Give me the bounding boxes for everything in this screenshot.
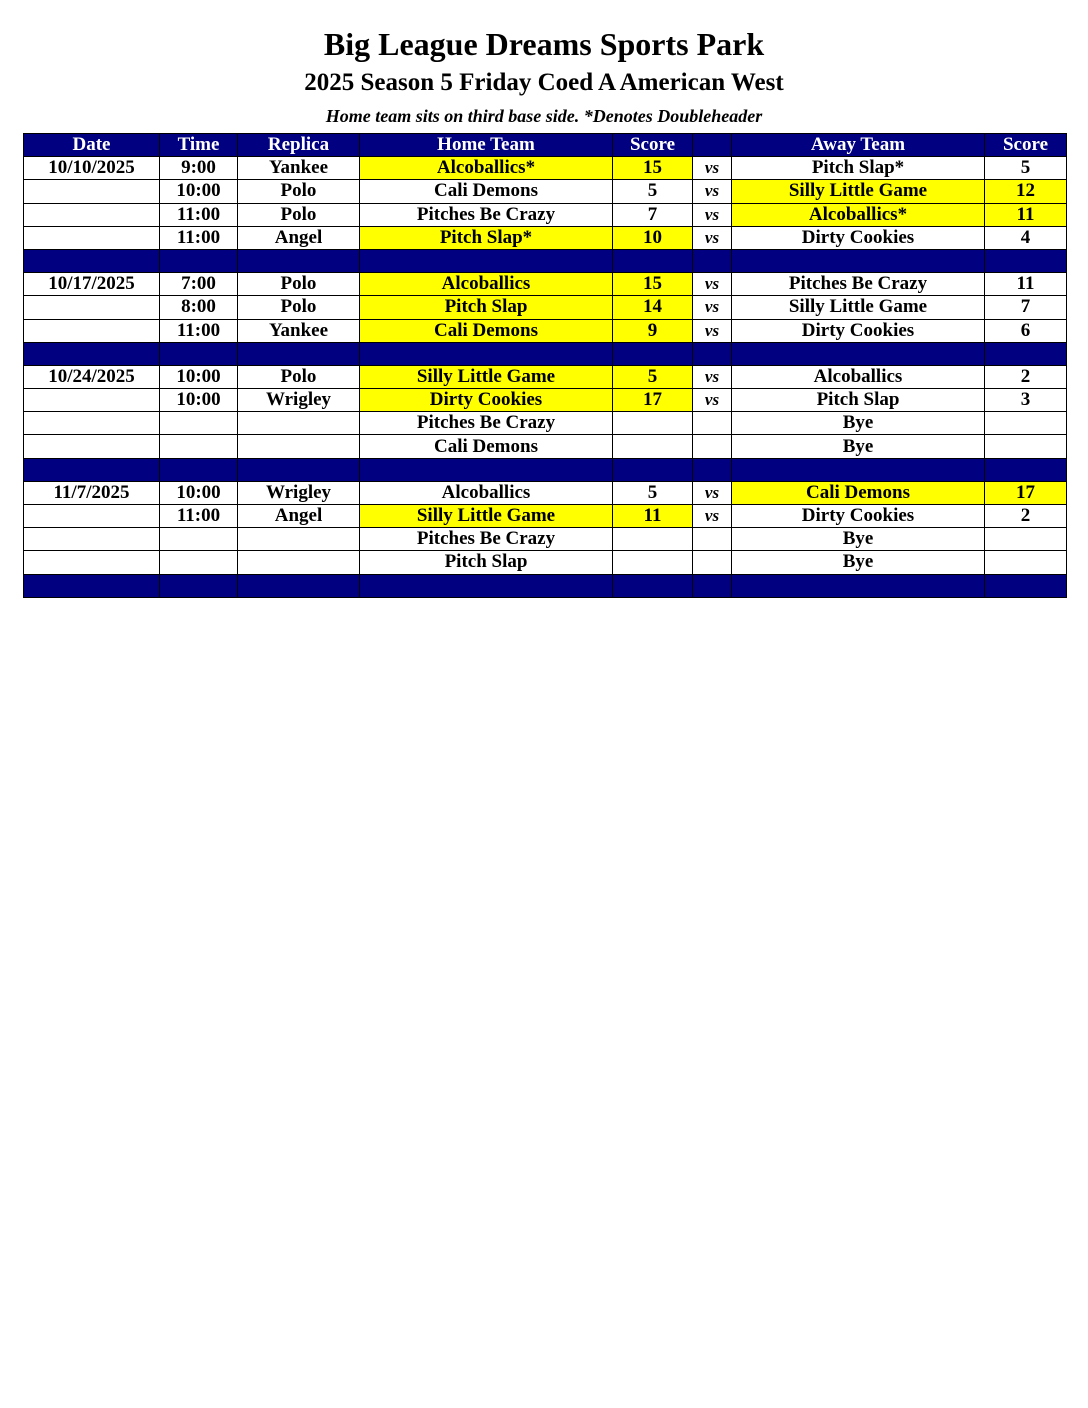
home-score-cell: 5 xyxy=(613,365,693,388)
separator-cell xyxy=(985,458,1067,481)
date-cell xyxy=(24,296,160,319)
separator-cell xyxy=(160,249,238,272)
replica-cell: Angel xyxy=(238,226,360,249)
date-cell xyxy=(24,528,160,551)
away-score-cell: 7 xyxy=(985,296,1067,319)
away-team-cell: Bye xyxy=(732,551,985,574)
vs-cell xyxy=(693,528,732,551)
date-cell xyxy=(24,505,160,528)
separator-cell xyxy=(160,574,238,597)
home-team-cell: Alcoballics xyxy=(360,273,613,296)
separator-cell xyxy=(985,574,1067,597)
replica-cell xyxy=(238,528,360,551)
time-cell xyxy=(160,412,238,435)
away-team-cell: Dirty Cookies xyxy=(732,319,985,342)
game-row xyxy=(24,296,1067,319)
vs-cell: vs xyxy=(693,319,732,342)
date-cell xyxy=(24,389,160,412)
time-cell xyxy=(160,435,238,458)
header-date: Date xyxy=(24,134,160,157)
away-team-cell: Dirty Cookies xyxy=(732,505,985,528)
separator-cell xyxy=(160,458,238,481)
separator-cell xyxy=(985,342,1067,365)
replica-cell xyxy=(238,551,360,574)
time-cell: 10:00 xyxy=(160,365,238,388)
home-score-cell: 9 xyxy=(613,319,693,342)
header-replica: Replica xyxy=(238,134,360,157)
time-cell: 9:00 xyxy=(160,157,238,180)
time-cell: 10:00 xyxy=(160,481,238,504)
home-score-cell: 15 xyxy=(613,273,693,296)
separator-cell xyxy=(693,249,732,272)
bye-row xyxy=(24,528,1067,551)
home-score-cell xyxy=(613,435,693,458)
away-team-cell: Silly Little Game xyxy=(732,180,985,203)
separator-cell xyxy=(613,574,693,597)
separator-row xyxy=(24,458,1067,481)
time-cell: 8:00 xyxy=(160,296,238,319)
away-team-cell: Pitch Slap* xyxy=(732,157,985,180)
home-score-cell: 5 xyxy=(613,481,693,504)
time-cell xyxy=(160,528,238,551)
header-home-team: Home Team xyxy=(360,134,613,157)
separator-cell xyxy=(732,458,985,481)
schedule-body xyxy=(24,157,1067,598)
separator-row xyxy=(24,574,1067,597)
time-cell: 10:00 xyxy=(160,180,238,203)
vs-cell: vs xyxy=(693,296,732,319)
page-subtitle: 2025 Season 5 Friday Coed A American West xyxy=(304,69,784,96)
replica-cell xyxy=(238,435,360,458)
home-team-cell: Alcoballics xyxy=(360,481,613,504)
header-vs xyxy=(693,134,732,157)
vs-cell: vs xyxy=(693,365,732,388)
replica-cell: Polo xyxy=(238,296,360,319)
game-row xyxy=(24,365,1067,388)
schedule-note: Home team sits on third base side. *Denotes Doubleheader xyxy=(325,106,763,126)
date-cell xyxy=(24,180,160,203)
away-score-cell: 17 xyxy=(985,481,1067,504)
separator-cell xyxy=(613,249,693,272)
game-row xyxy=(24,389,1067,412)
game-row xyxy=(24,481,1067,504)
date-cell xyxy=(24,226,160,249)
home-team-cell: Pitch Slap xyxy=(360,296,613,319)
separator-row xyxy=(24,249,1067,272)
separator-cell xyxy=(24,574,160,597)
away-team-cell: Alcoballics* xyxy=(732,203,985,226)
away-score-cell: 11 xyxy=(985,273,1067,296)
away-score-cell: 12 xyxy=(985,180,1067,203)
separator-cell xyxy=(732,249,985,272)
vs-cell xyxy=(693,435,732,458)
bye-row xyxy=(24,435,1067,458)
header-row xyxy=(24,134,1067,157)
separator-cell xyxy=(24,249,160,272)
replica-cell: Polo xyxy=(238,203,360,226)
away-score-cell xyxy=(985,528,1067,551)
date-cell xyxy=(24,551,160,574)
home-score-cell: 10 xyxy=(613,226,693,249)
home-score-cell xyxy=(613,412,693,435)
home-team-cell: Dirty Cookies xyxy=(360,389,613,412)
home-team-cell: Cali Demons xyxy=(360,180,613,203)
date-cell xyxy=(24,435,160,458)
home-team-cell: Cali Demons xyxy=(360,319,613,342)
separator-cell xyxy=(24,342,160,365)
separator-cell xyxy=(238,458,360,481)
vs-cell xyxy=(693,412,732,435)
away-score-cell: 5 xyxy=(985,157,1067,180)
away-score-cell: 3 xyxy=(985,389,1067,412)
home-score-cell: 7 xyxy=(613,203,693,226)
bye-row xyxy=(24,412,1067,435)
separator-cell xyxy=(693,342,732,365)
home-team-cell: Pitches Be Crazy xyxy=(360,203,613,226)
away-team-cell: Bye xyxy=(732,528,985,551)
vs-cell xyxy=(693,551,732,574)
date-cell: 11/7/2025 xyxy=(24,481,160,504)
separator-cell xyxy=(613,458,693,481)
vs-cell: vs xyxy=(693,273,732,296)
header-away-team: Away Team xyxy=(732,134,985,157)
header-home-score: Score xyxy=(613,134,693,157)
home-score-cell: 11 xyxy=(613,505,693,528)
separator-cell xyxy=(613,342,693,365)
header-away-score: Score xyxy=(985,134,1067,157)
time-cell: 11:00 xyxy=(160,226,238,249)
replica-cell: Polo xyxy=(238,273,360,296)
home-score-cell: 14 xyxy=(613,296,693,319)
vs-cell: vs xyxy=(693,157,732,180)
separator-cell xyxy=(360,574,613,597)
separator-row xyxy=(24,342,1067,365)
vs-cell: vs xyxy=(693,180,732,203)
date-cell: 10/24/2025 xyxy=(24,365,160,388)
date-cell xyxy=(24,203,160,226)
separator-cell xyxy=(693,574,732,597)
time-cell xyxy=(160,551,238,574)
date-cell: 10/10/2025 xyxy=(24,157,160,180)
home-team-cell: Cali Demons xyxy=(360,435,613,458)
away-team-cell: Alcoballics xyxy=(732,365,985,388)
replica-cell: Polo xyxy=(238,180,360,203)
away-score-cell: 2 xyxy=(985,365,1067,388)
vs-cell: vs xyxy=(693,389,732,412)
away-team-cell: Cali Demons xyxy=(732,481,985,504)
game-row xyxy=(24,203,1067,226)
replica-cell: Angel xyxy=(238,505,360,528)
away-score-cell xyxy=(985,435,1067,458)
home-score-cell: 15 xyxy=(613,157,693,180)
separator-cell xyxy=(360,249,613,272)
separator-cell xyxy=(24,458,160,481)
home-team-cell: Silly Little Game xyxy=(360,505,613,528)
home-score-cell xyxy=(613,551,693,574)
game-row xyxy=(24,226,1067,249)
away-team-cell: Dirty Cookies xyxy=(732,226,985,249)
separator-cell xyxy=(985,249,1067,272)
separator-cell xyxy=(160,342,238,365)
home-team-cell: Alcoballics* xyxy=(360,157,613,180)
replica-cell xyxy=(238,412,360,435)
vs-cell: vs xyxy=(693,203,732,226)
away-score-cell xyxy=(985,551,1067,574)
replica-cell: Polo xyxy=(238,365,360,388)
replica-cell: Wrigley xyxy=(238,389,360,412)
replica-cell: Wrigley xyxy=(238,481,360,504)
away-score-cell: 6 xyxy=(985,319,1067,342)
vs-cell: vs xyxy=(693,505,732,528)
away-team-cell: Bye xyxy=(732,435,985,458)
home-team-cell: Pitches Be Crazy xyxy=(360,412,613,435)
away-score-cell: 11 xyxy=(985,203,1067,226)
time-cell: 11:00 xyxy=(160,505,238,528)
home-team-cell: Pitch Slap* xyxy=(360,226,613,249)
away-team-cell: Pitches Be Crazy xyxy=(732,273,985,296)
separator-cell xyxy=(360,458,613,481)
vs-cell: vs xyxy=(693,226,732,249)
away-team-cell: Silly Little Game xyxy=(732,296,985,319)
time-cell: 11:00 xyxy=(160,319,238,342)
away-score-cell xyxy=(985,412,1067,435)
separator-cell xyxy=(732,574,985,597)
home-team-cell: Silly Little Game xyxy=(360,365,613,388)
date-cell: 10/17/2025 xyxy=(24,273,160,296)
away-score-cell: 2 xyxy=(985,505,1067,528)
game-row xyxy=(24,157,1067,180)
time-cell: 7:00 xyxy=(160,273,238,296)
bye-row xyxy=(24,551,1067,574)
game-row xyxy=(24,273,1067,296)
schedule-table xyxy=(23,133,1067,598)
game-row xyxy=(24,180,1067,203)
replica-cell: Yankee xyxy=(238,157,360,180)
vs-cell: vs xyxy=(693,481,732,504)
home-team-cell: Pitches Be Crazy xyxy=(360,528,613,551)
separator-cell xyxy=(238,342,360,365)
replica-cell: Yankee xyxy=(238,319,360,342)
home-score-cell: 17 xyxy=(613,389,693,412)
home-team-cell: Pitch Slap xyxy=(360,551,613,574)
away-team-cell: Pitch Slap xyxy=(732,389,985,412)
away-score-cell: 4 xyxy=(985,226,1067,249)
game-row xyxy=(24,319,1067,342)
home-score-cell xyxy=(613,528,693,551)
separator-cell xyxy=(238,249,360,272)
header-time: Time xyxy=(160,134,238,157)
time-cell: 11:00 xyxy=(160,203,238,226)
away-team-cell: Bye xyxy=(732,412,985,435)
date-cell xyxy=(24,412,160,435)
time-cell: 10:00 xyxy=(160,389,238,412)
page-title: Big League Dreams Sports Park xyxy=(323,26,765,62)
separator-cell xyxy=(693,458,732,481)
separator-cell xyxy=(360,342,613,365)
game-row xyxy=(24,505,1067,528)
date-cell xyxy=(24,319,160,342)
separator-cell xyxy=(238,574,360,597)
separator-cell xyxy=(732,342,985,365)
home-score-cell: 5 xyxy=(613,180,693,203)
